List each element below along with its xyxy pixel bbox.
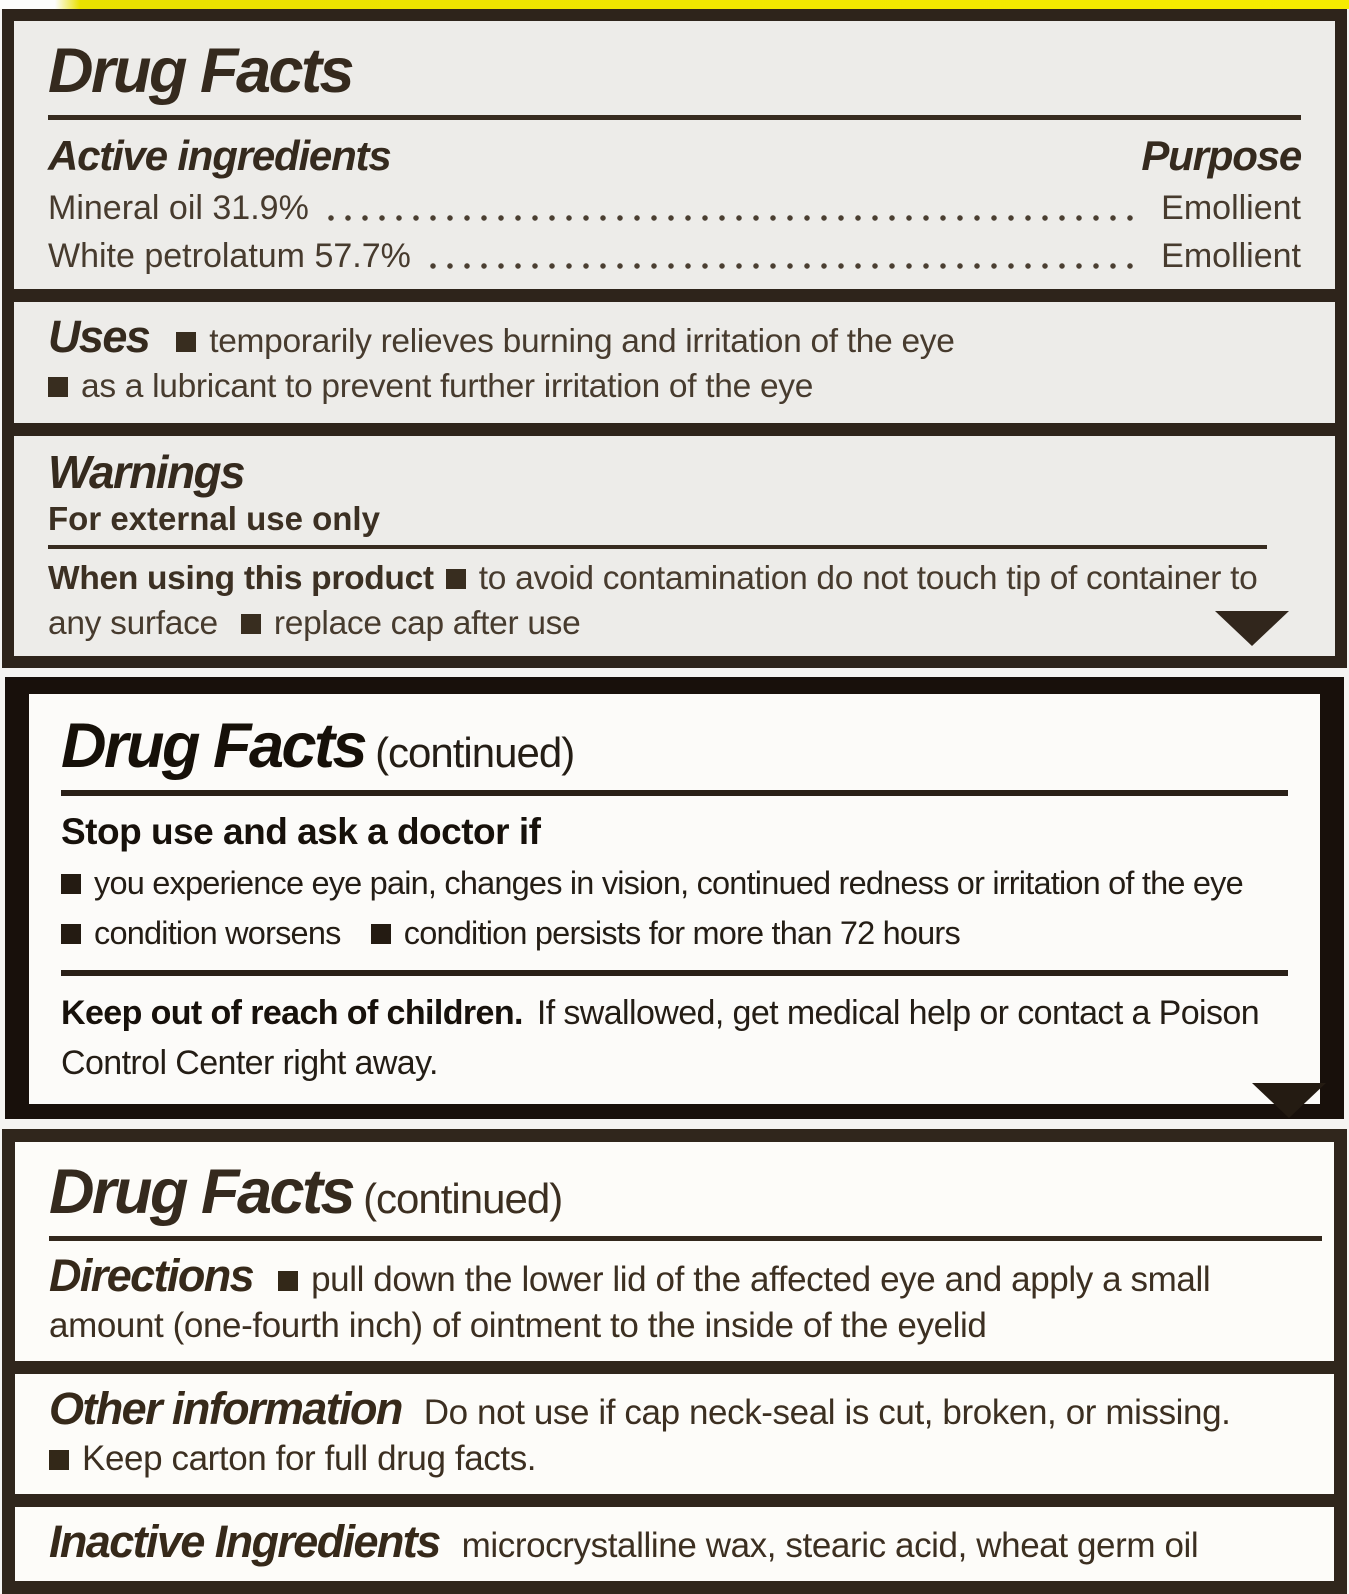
directions-line-2 [49, 1303, 1300, 1349]
bullet-square-icon [446, 569, 466, 589]
active-ingredients-heading: Active ingredients [48, 132, 391, 179]
inactive-ingredients-section [15, 1507, 1334, 1581]
section-divider [14, 289, 1335, 302]
active-ingredients-header-row [14, 120, 1335, 184]
inactive-ingredients-text: microcrystalline wax, stearic acid, wheat germ oil [461, 1526, 1199, 1565]
bullet-square-icon [371, 924, 391, 944]
uses-line-2 [48, 364, 1301, 409]
ingredient-row [14, 184, 1335, 232]
inactive-ingredients-line [49, 1516, 1300, 1569]
directions-text-1: pull down the lower lid of the affected eye and apply a small [311, 1260, 1211, 1299]
drug-facts-panel-2 [5, 677, 1344, 1119]
stop-use-bullet-2b-text: condition persists for more than 72 hours [403, 915, 960, 951]
drug-facts-panel-3 [2, 1129, 1347, 1594]
stop-use-bullet-1-text: you experience eye pain, changes in vision, continued redness or irritation of the eye [94, 865, 1243, 901]
directions-heading: Directions [49, 1250, 254, 1301]
ingredient-name: White petrolatum 57.7% [48, 237, 411, 275]
keep-out-lead: Keep out of reach of children. [61, 994, 523, 1032]
external-use-text: For external use only [48, 500, 380, 537]
bullet-square-icon [278, 1271, 298, 1291]
drug-facts-title: Drug Facts [49, 1157, 354, 1227]
bullet-square-icon [49, 1450, 69, 1470]
stop-use-bullet-2a-text: condition worsens [94, 915, 341, 951]
directions-section [15, 1241, 1334, 1361]
drug-facts-title: Drug Facts [48, 36, 353, 106]
keep-out-line-1 [61, 988, 1288, 1038]
bullet-square-icon [61, 924, 81, 944]
drug-facts-panel-1 [2, 9, 1347, 668]
other-information-text-1: Do not use if cap neck-seal is cut, broken, or missing. [423, 1393, 1231, 1432]
when-using-text-2: any surface [48, 605, 218, 642]
other-information-heading: Other information [49, 1383, 402, 1434]
dot-leader [429, 261, 1143, 271]
section-divider [15, 1494, 1334, 1507]
ingredient-row [14, 232, 1335, 289]
continued-arrow-icon [1252, 1083, 1326, 1118]
uses-line-1 [48, 311, 1301, 364]
continued-label: (continued) [375, 729, 575, 776]
keep-out-text-2: Control Center right away. [61, 1044, 438, 1082]
stop-use-line-2 [61, 908, 1288, 958]
bullet-square-icon [176, 332, 196, 352]
bullet-square-icon [241, 614, 261, 634]
warnings-subrule [48, 545, 1267, 549]
when-using-line-1 [48, 556, 1301, 601]
ingredient-purpose: Emollient [1161, 189, 1301, 227]
stop-use-line-1 [61, 858, 1288, 908]
other-information-line-2 [49, 1436, 1300, 1482]
section-divider [14, 423, 1335, 436]
uses-bullet-2-text: as a lubricant to prevent further irritation of the eye [81, 368, 814, 405]
ingredient-purpose: Emollient [1161, 237, 1301, 275]
uses-heading: Uses [48, 311, 150, 362]
uses-section [14, 302, 1335, 423]
active-ingredients-section [14, 120, 1335, 289]
continued-label: (continued) [363, 1175, 563, 1222]
warnings-section [14, 436, 1335, 656]
keep-out-text-1: If swallowed, get medical help or contact a Poison [536, 994, 1260, 1032]
other-information-section [15, 1374, 1334, 1494]
bullet-square-icon [48, 377, 68, 397]
directions-line-1 [49, 1250, 1300, 1303]
stop-use-section [29, 796, 1320, 970]
bullet-square-icon [61, 874, 81, 894]
panel2-title-section [29, 694, 1320, 790]
drug-facts-title: Drug Facts [61, 711, 366, 781]
warnings-heading: Warnings [48, 446, 244, 498]
panel3-title-section [15, 1142, 1334, 1236]
other-information-text-2: Keep carton for full drug facts. [82, 1439, 537, 1478]
continued-arrow-icon [1215, 611, 1289, 646]
panel2-inner-card [29, 694, 1320, 1104]
dot-leader [327, 213, 1143, 223]
carton-edge-yellow-strip [0, 0, 1349, 9]
when-using-lead: When using this product [48, 560, 434, 597]
when-using-text-3: replace cap after use [273, 605, 581, 642]
section-divider [15, 1361, 1334, 1374]
directions-text-2: amount (one-fourth inch) of ointment to the inside of the eyelid [49, 1306, 987, 1345]
keep-out-of-reach-section [29, 976, 1320, 1104]
purpose-heading: Purpose [1141, 132, 1301, 179]
keep-out-line-2 [61, 1038, 1288, 1088]
when-using-text-1: to avoid contamination do not touch tip of container to [478, 560, 1258, 597]
stop-use-heading: Stop use and ask a doctor if [61, 811, 541, 852]
inactive-ingredients-heading: Inactive Ingredients [49, 1516, 440, 1567]
when-using-line-2 [48, 601, 1301, 646]
panel1-title-section [14, 21, 1335, 115]
ingredient-name: Mineral oil 31.9% [48, 189, 309, 227]
other-information-line-1 [49, 1383, 1300, 1436]
uses-bullet-1-text: temporarily relieves burning and irritation of the eye [209, 323, 955, 360]
